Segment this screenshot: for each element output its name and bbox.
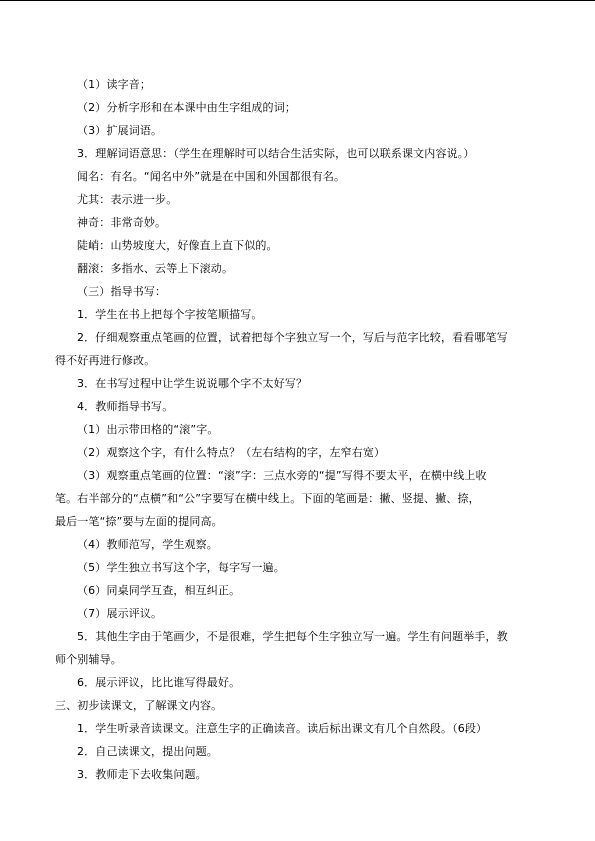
section-heading: （三）指导书写： [77,285,167,298]
text-line: 陡峭：山势坡度大，好像直上直下似的。 [77,239,278,252]
text-line: （2）分析字形和在本课中由生字组成的词； [77,101,296,114]
text-line: （3）观察重点笔画的位置：“滚”字：三点水旁的“提”写得不要太平，在横中线上收 [77,469,487,482]
text-line: 1．学生听录音读课文。注意生字的正确读音。读后标出课文有几个自然段。（6段） [77,722,488,735]
text-line: （7）展示评议。 [77,607,163,620]
top-border-rule [0,0,595,1]
text-line: 得不好再进行修改。 [55,354,156,367]
text-line: （5）学生独立书写这个字，每字写一遍。 [77,561,285,574]
text-line: 4．教师指导书写。 [77,400,174,413]
text-line: 闻名：有名。“闻名中外”就是在中国和外国都很有名。 [77,170,346,183]
text-line: （3）扩展词语。 [77,124,163,137]
text-line: （2）观察这个字，有什么特点？（左右结构的字，左窄右宽） [77,446,386,459]
text-line: 最后一笔“捺”要与左面的提同高。 [55,515,223,528]
text-line: 2．自己读课文，提出问题。 [77,745,218,758]
text-line: 神奇：非常奇妙。 [77,216,167,229]
text-line: （6）同桌同学互查，相互纠正。 [77,584,241,597]
text-line: 3．理解词语意思：（学生在理解时可以结合生活实际，也可以联系课文内容说。） [77,147,475,160]
text-line: 翻滚：多指水、云等上下滚动。 [77,262,234,275]
text-line: 3．在书写过程中让学生说说哪个字不太好写？ [77,377,308,390]
text-line: 笔。右半部分的“点横”和“公”字要写在横中线上。下面的笔画是：撇、竖提、撇、捺， [55,492,480,505]
text-line: （4）教师范写，学生观察。 [77,538,218,551]
text-line: 1．学生在书上把每个字按笔顺描写。 [77,308,263,321]
text-line: 6．展示评议，比比谁写得最好。 [77,676,241,689]
text-line: 5．其他生字由于笔画少，不是很难，学生把每个生字独立写一遍。学生有问题举手，教 [77,630,508,643]
text-line: 3．教师走下去收集问题。 [77,768,207,781]
text-line: （1）出示带田格的“滚”字。 [77,423,219,436]
text-line: 师个别辅导。 [55,653,122,666]
text-line: （1）读字音； [77,78,152,91]
text-line: 2．仔细观察重点笔画的位置，试着把每个字独立写一个，写后与范字比较，看看哪笔写 [77,331,508,344]
text-line: 尤其：表示进一步。 [77,193,178,206]
section-heading: 三、初步读课文，了解课文内容。 [55,699,223,712]
